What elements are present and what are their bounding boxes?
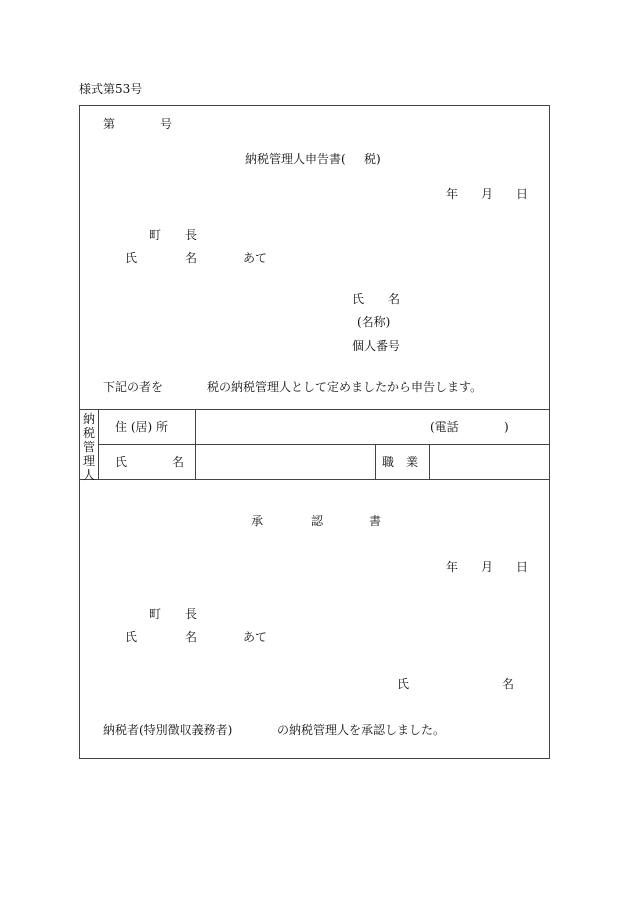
agent-name-label-1: 氏 [115, 455, 128, 469]
phone-close: ) [504, 420, 509, 434]
declaration-title: 納税管理人申告書( [245, 152, 346, 166]
agent-name-label-2: 名 [172, 455, 185, 469]
table-occupation-right-divider [429, 444, 430, 480]
table-occupation-left-divider [375, 444, 376, 480]
phone-label: (電話 [430, 420, 459, 434]
tax-agent-row-header: 納税管理人 [82, 412, 95, 482]
approval-title-1: 承 [251, 514, 264, 528]
occupation-label: 職 業 [382, 455, 419, 469]
addressee-name-1: 氏 [125, 251, 138, 265]
approval-addressee-name-2: 名 [185, 630, 198, 644]
approval-addressee-name-1: 氏 [125, 630, 138, 644]
table-middle-rule [98, 444, 550, 445]
document-number-suffix: 号 [160, 117, 173, 131]
declaration-statement-2: 税の納税管理人として定めましたから申告します。 [207, 380, 483, 394]
approval-addressee-ate: あて [243, 630, 268, 644]
approval-date-day: 日 [516, 560, 529, 574]
declaration-statement-1: 下記の者を [103, 380, 164, 394]
addressee-town: 町 [149, 228, 162, 242]
approval-statement-2: の納税管理人を承認しました。 [277, 723, 446, 737]
declarant-alias: (名称) [357, 315, 391, 329]
table-header-divider [98, 409, 99, 480]
approval-date-year: 年 [446, 560, 459, 574]
table-label-divider [195, 409, 196, 480]
approval-statement-1: 納税者(特別徴収義務者) [103, 723, 233, 737]
form-number-label: 様式第53号 [79, 82, 143, 96]
table-bottom-rule [79, 479, 550, 480]
approval-addressee-town: 町 [149, 607, 162, 621]
declarant-name-1: 氏 [352, 292, 365, 306]
addressee-head: 長 [185, 228, 198, 242]
approval-title-3: 書 [369, 514, 382, 528]
approval-title-2: 認 [311, 514, 324, 528]
document-number-prefix: 第 [103, 117, 116, 131]
approval-signer-name-2: 名 [502, 677, 515, 691]
approval-date-month: 月 [481, 560, 494, 574]
addressee-name-2: 名 [185, 251, 198, 265]
date-year: 年 [446, 187, 459, 201]
date-day: 日 [516, 187, 529, 201]
approval-addressee-head: 長 [185, 607, 198, 621]
addressee-ate: あて [243, 251, 268, 265]
table-top-rule [79, 409, 550, 410]
date-month: 月 [481, 187, 494, 201]
address-label: 住 (居) 所 [115, 420, 168, 434]
declarant-personal-number: 個人番号 [352, 339, 401, 353]
declaration-title-tax: 税) [364, 152, 381, 166]
approval-signer-name-1: 氏 [397, 677, 410, 691]
declarant-name-2: 名 [388, 292, 401, 306]
